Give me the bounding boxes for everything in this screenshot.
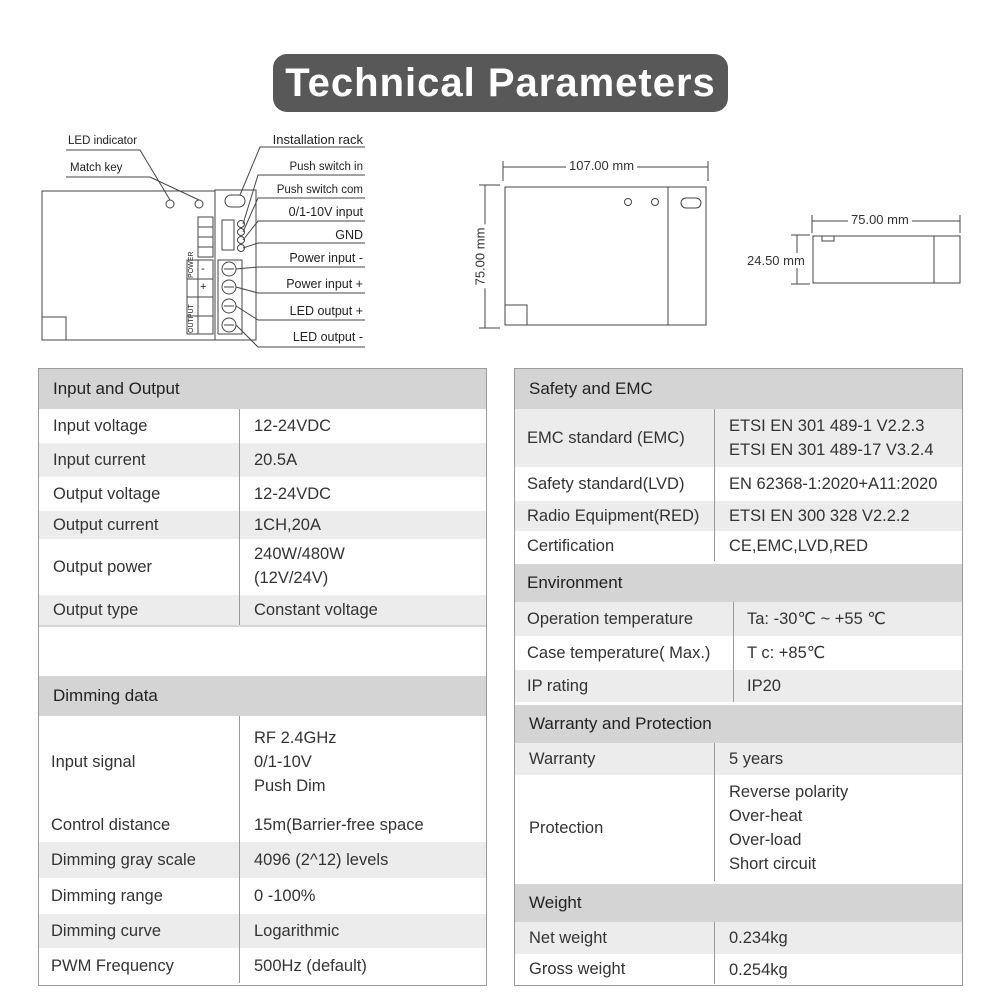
row-value: Logarithmic	[254, 922, 340, 940]
table-row	[39, 409, 486, 443]
section-header-environment	[515, 564, 962, 602]
table-row	[515, 531, 962, 561]
dimension-width: 107.00 mm	[566, 158, 637, 173]
section-header-input-output	[39, 369, 486, 409]
table-row	[515, 954, 962, 984]
section-title: Warranty and Protection	[529, 714, 712, 733]
right-spec-table	[514, 368, 963, 986]
table-row	[515, 775, 962, 881]
row-label: Net weight	[529, 929, 607, 947]
row-value-line: ETSI EN 301 489-1 V2.2.3	[729, 417, 925, 435]
row-value: 12-24VDC	[254, 485, 332, 503]
board-mark-minus: -	[201, 263, 205, 275]
row-value-line: Reverse polarity	[729, 783, 849, 801]
row-value: EN 62368-1:2020+A11:2020	[729, 475, 938, 493]
table-row	[39, 716, 486, 808]
table-row	[39, 878, 486, 914]
column-divider	[714, 922, 715, 984]
column-divider	[239, 716, 240, 983]
section-title: Dimming data	[53, 686, 158, 705]
row-label: Input current	[53, 451, 146, 469]
table-row	[515, 922, 962, 954]
table-row	[515, 602, 962, 636]
label-gnd: GND	[335, 228, 363, 242]
board-mark-plus: +	[200, 281, 207, 293]
dimension-height: 75.00 mm	[472, 225, 487, 289]
section-title: Input and Output	[53, 379, 180, 398]
row-value: 15m(Barrier-free space	[254, 816, 424, 834]
table-row	[39, 477, 486, 511]
row-label: PWM Frequency	[51, 956, 174, 975]
row-value: CE,EMC,LVD,RED	[729, 537, 869, 555]
table-row	[515, 670, 962, 702]
table-row	[39, 443, 486, 477]
table-row	[39, 948, 486, 983]
board-mark-power: POWER	[188, 251, 195, 278]
row-label: Control distance	[51, 816, 171, 834]
column-divider	[733, 602, 734, 702]
row-label: Dimming curve	[51, 922, 162, 940]
table-row	[515, 743, 962, 775]
row-value: ETSI EN 300 328 V2.2.2	[729, 507, 910, 525]
table-row	[39, 914, 486, 948]
row-value: 0.254kg	[729, 961, 788, 979]
label-push-switch-in: Push switch in	[289, 161, 363, 173]
row-value-line: 0/1-10V	[254, 753, 312, 771]
column-divider	[714, 409, 715, 561]
row-label: Input signal	[51, 753, 136, 771]
page-title: Technical Parameters	[273, 54, 728, 112]
column-divider	[239, 409, 240, 625]
section-title: Environment	[527, 573, 623, 592]
row-label: Case temperature( Max.)	[527, 644, 711, 662]
row-value-line: Over-heat	[729, 807, 803, 825]
divider	[39, 625, 486, 627]
table-row	[515, 636, 962, 670]
board-mark-output: OUTPUT	[188, 304, 195, 333]
row-value-line2: (12V/24V)	[254, 569, 329, 587]
row-value: IP20	[747, 677, 781, 695]
section-header-warranty	[515, 705, 962, 743]
table-row	[39, 595, 486, 625]
row-label: Dimming range	[51, 887, 163, 905]
row-value: T c: +85℃	[747, 644, 826, 662]
row-label: Dimming gray scale	[51, 851, 196, 869]
section-title: Safety and EMC	[529, 379, 653, 398]
row-label: Certification	[527, 537, 615, 555]
row-value: Constant voltage	[254, 601, 378, 619]
row-value: 20.5A	[254, 451, 298, 469]
row-label: Operation temperature	[527, 610, 694, 628]
row-label: Output type	[53, 601, 139, 619]
row-value: 500Hz (default)	[254, 956, 367, 975]
row-label: Warranty	[529, 750, 596, 768]
table-row	[39, 511, 486, 539]
row-label: Protection	[529, 819, 604, 837]
row-value: 12-24VDC	[254, 417, 332, 435]
row-value: 0.234kg	[729, 929, 788, 947]
row-label: Output voltage	[53, 485, 161, 503]
table-row	[515, 501, 962, 531]
row-value-line: Push Dim	[254, 777, 326, 795]
row-label: EMC standard (EMC)	[527, 429, 685, 447]
row-value: 1CH,20A	[254, 516, 321, 534]
section-header-safety	[515, 369, 962, 409]
row-value-line: RF 2.4GHz	[254, 729, 337, 747]
row-label: Safety standard(LVD)	[527, 475, 685, 493]
label-led-indicator: LED indicator	[68, 135, 138, 147]
dimension-depth-width: 75.00 mm	[848, 212, 912, 227]
section-title: Weight	[529, 893, 582, 912]
label-installation-rack: Installation rack	[272, 132, 363, 147]
label-led-output-plus: LED output +	[289, 304, 363, 318]
diagram-drawing	[0, 125, 1000, 360]
label-led-output-minus: LED output -	[292, 330, 363, 344]
row-label: Radio Equipment(RED)	[527, 507, 700, 525]
table-row	[39, 539, 486, 595]
row-label: Gross weight	[529, 960, 626, 978]
row-label: IP rating	[527, 677, 589, 695]
row-label: Output current	[53, 516, 159, 534]
label-0-10v-input: 0/1-10V input	[288, 205, 363, 219]
table-row	[515, 409, 962, 467]
row-value: 5 years	[729, 750, 784, 768]
label-match-key: Match key	[70, 162, 123, 174]
table-row	[39, 808, 486, 842]
row-label: Output power	[53, 558, 153, 576]
product-diagram	[0, 125, 1000, 360]
row-value-line: Short circuit	[729, 855, 817, 873]
row-value: 4096 (2^12) levels	[254, 851, 389, 869]
row-value: 0 -100%	[254, 887, 316, 905]
column-divider	[714, 743, 715, 881]
row-value-line: ETSI EN 301 489-17 V3.2.4	[729, 441, 934, 459]
label-power-input-minus: Power input -	[289, 251, 363, 265]
section-header-dimming	[39, 676, 486, 716]
row-value: Ta: -30℃ ~ +55 ℃	[747, 610, 886, 628]
section-header-weight	[515, 884, 962, 922]
label-power-input-plus: Power input +	[286, 277, 363, 291]
row-label: Input voltage	[53, 417, 148, 435]
label-push-switch-com: Push switch com	[276, 184, 363, 196]
table-row	[515, 467, 962, 501]
row-value-line: Over-load	[729, 831, 802, 849]
table-row	[39, 842, 486, 878]
left-spec-table	[38, 368, 487, 986]
row-value: 240W/480W	[254, 545, 345, 563]
dimension-thickness: 24.50 mm	[744, 253, 808, 268]
